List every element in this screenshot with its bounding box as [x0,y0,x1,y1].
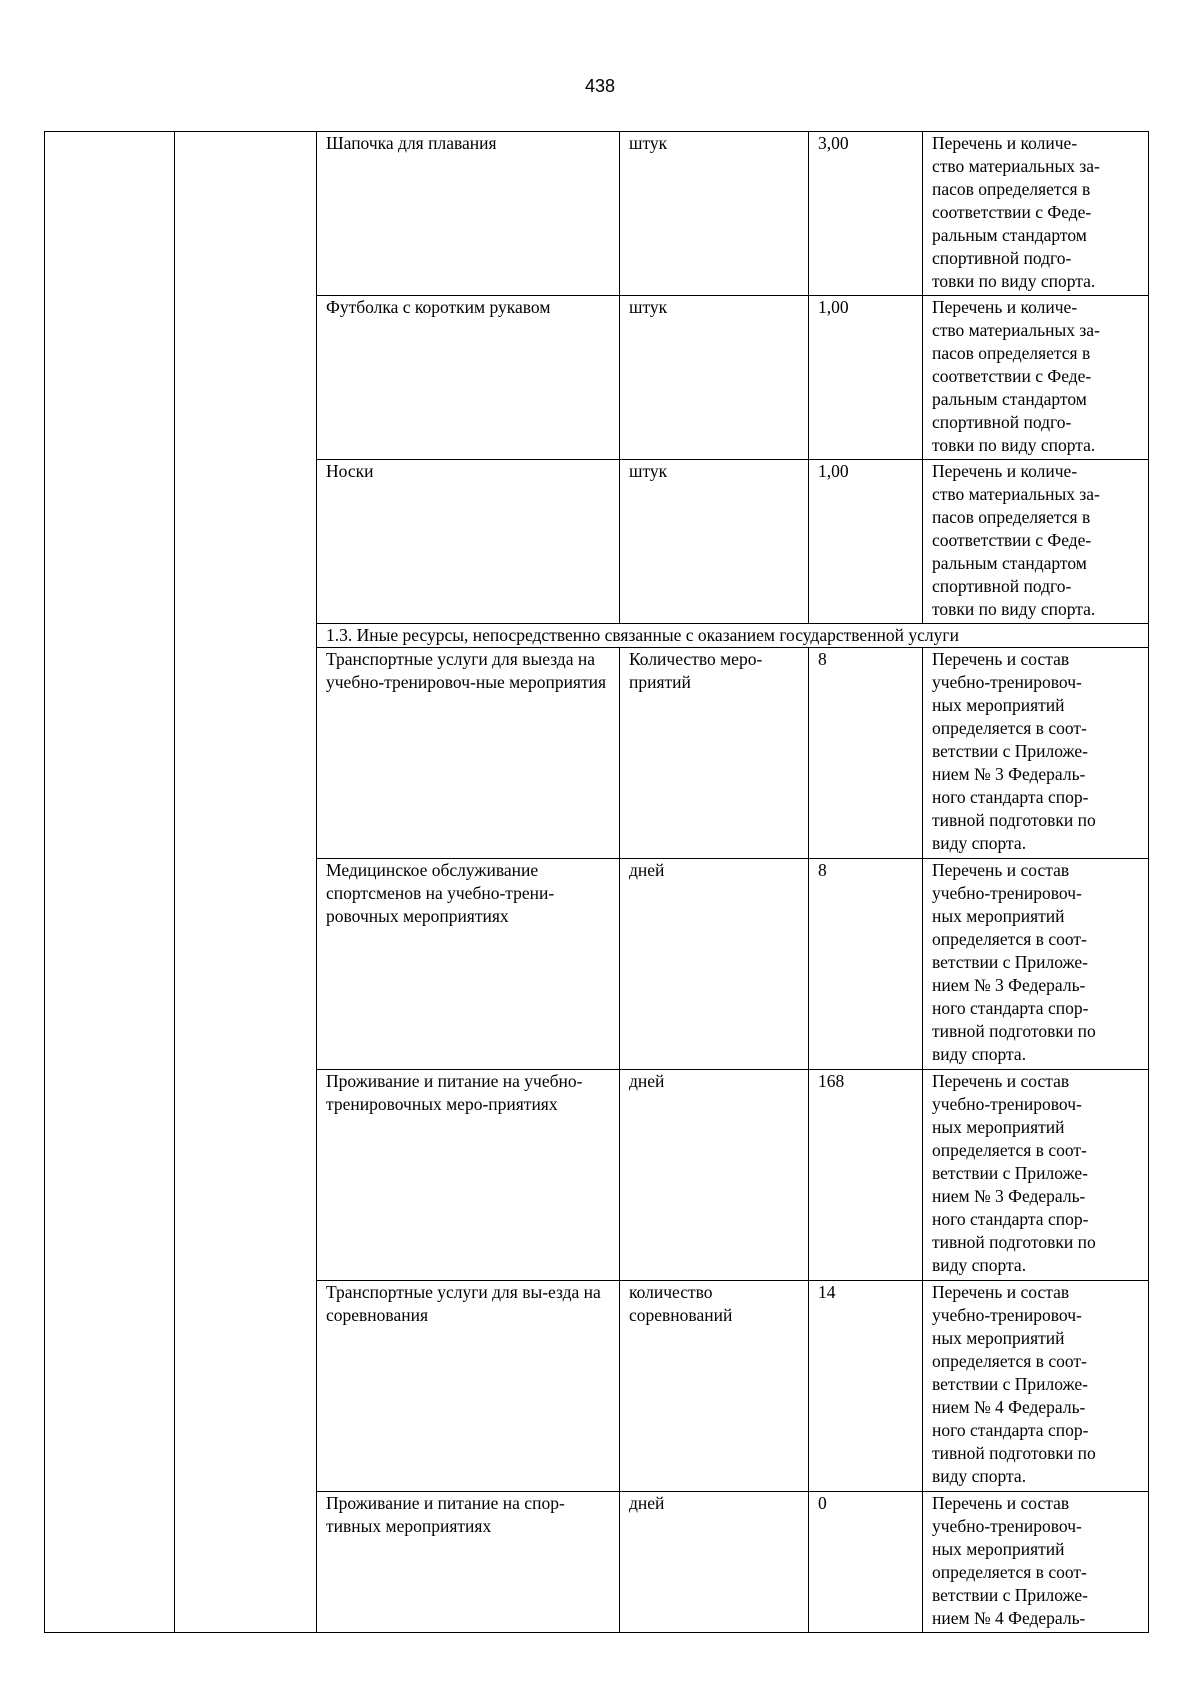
item-unit-cell: штук [620,460,809,624]
item-name-cell: Носки [317,460,620,624]
item-unit-cell: штук [620,296,809,460]
item-qty-cell: 1,00 [809,460,923,624]
item-note-cell [923,648,1149,859]
item-qty-cell: 3,00 [809,132,923,296]
item-note-cell [923,460,1149,624]
item-unit-cell: Количество меро-приятий [620,648,809,859]
item-note-cell [923,1281,1149,1492]
empty-column-1 [45,132,175,1633]
item-unit-cell: дней [620,1070,809,1281]
item-note-text: Перечень и состав учебно-тренировоч- ных мероприятий определяется в соот- ветствии с Приложе- нием № 3 Федераль- ного стандарта спор- тивной подготовки по виду спорта. [932,649,1096,853]
item-name-cell: Футболка с коротким рукавом [317,296,620,460]
item-note-text: Перечень и состав учебно-тренировоч- ных мероприятий определяется в соот- ветствии с Приложе- нием № 4 Федераль- [932,1493,1088,1628]
section-title: 1.3. Иные ресурсы, непосредственно связанные с оказанием государственной услуги [317,624,1149,648]
item-note-text: Перечень и состав учебно-тренировоч- ных мероприятий определяется в соот- ветствии с Приложе- нием № 3 Федераль- ного стандарта спор- тивной подготовки по виду спорта. [932,860,1096,1064]
item-unit-cell: штук [620,132,809,296]
item-note-text: Перечень и состав учебно-тренировоч- ных мероприятий определяется в соот- ветствии с Приложе- нием № 3 Федераль- ного стандарта спор- тивной подготовки по виду спорта. [932,1071,1096,1275]
item-name-cell: Транспортные услуги для выезда на учебно-тренировоч-ные мероприятия [317,648,620,859]
item-qty-cell: 168 [809,1070,923,1281]
item-note-cell [923,132,1149,296]
item-note-text: Перечень и количе- ство материальных за- пасов определяется в соответствии с Феде- ральным стандартом спортивной подго- товки по виду спорта. [932,297,1100,455]
item-unit-cell: количество соревнований [620,1281,809,1492]
item-name-cell: Проживание и питание на учебно-тренировочных меро-приятиях [317,1070,620,1281]
item-qty-cell: 14 [809,1281,923,1492]
item-qty-cell: 8 [809,648,923,859]
item-note-cell [923,296,1149,460]
item-note-text: Перечень и количе- ство материальных за- пасов определяется в соответствии с Феде- ральным стандартом спортивной подго- товки по виду спорта. [932,133,1100,291]
item-name-cell: Медицинское обслуживание спортсменов на учебно-трени-ровочных мероприятиях [317,859,620,1070]
item-qty-cell: 0 [809,1492,923,1633]
empty-column-2 [175,132,317,1633]
item-note-cell [923,1492,1149,1633]
resources-table [44,131,1149,1633]
item-qty-cell: 8 [809,859,923,1070]
item-note-cell [923,1070,1149,1281]
page-number: 438 [584,76,616,96]
item-unit-cell: дней [620,859,809,1070]
item-unit-cell: дней [620,1492,809,1633]
item-note-cell [923,859,1149,1070]
item-name-cell: Транспортные услуги для вы-езда на соревнования [317,1281,620,1492]
item-name-cell: Проживание и питание на спор-тивных мероприятиях [317,1492,620,1633]
item-qty-cell: 1,00 [809,296,923,460]
item-note-text: Перечень и состав учебно-тренировоч- ных мероприятий определяется в соот- ветствии с Приложе- нием № 4 Федераль- ного стандарта спор- тивной подготовки по виду спорта. [932,1282,1096,1486]
table-row [45,132,1149,296]
item-note-text: Перечень и количе- ство материальных за- пасов определяется в соответствии с Феде- ральным стандартом спортивной подго- товки по виду спорта. [932,461,1100,619]
item-name-cell: Шапочка для плавания [317,132,620,296]
